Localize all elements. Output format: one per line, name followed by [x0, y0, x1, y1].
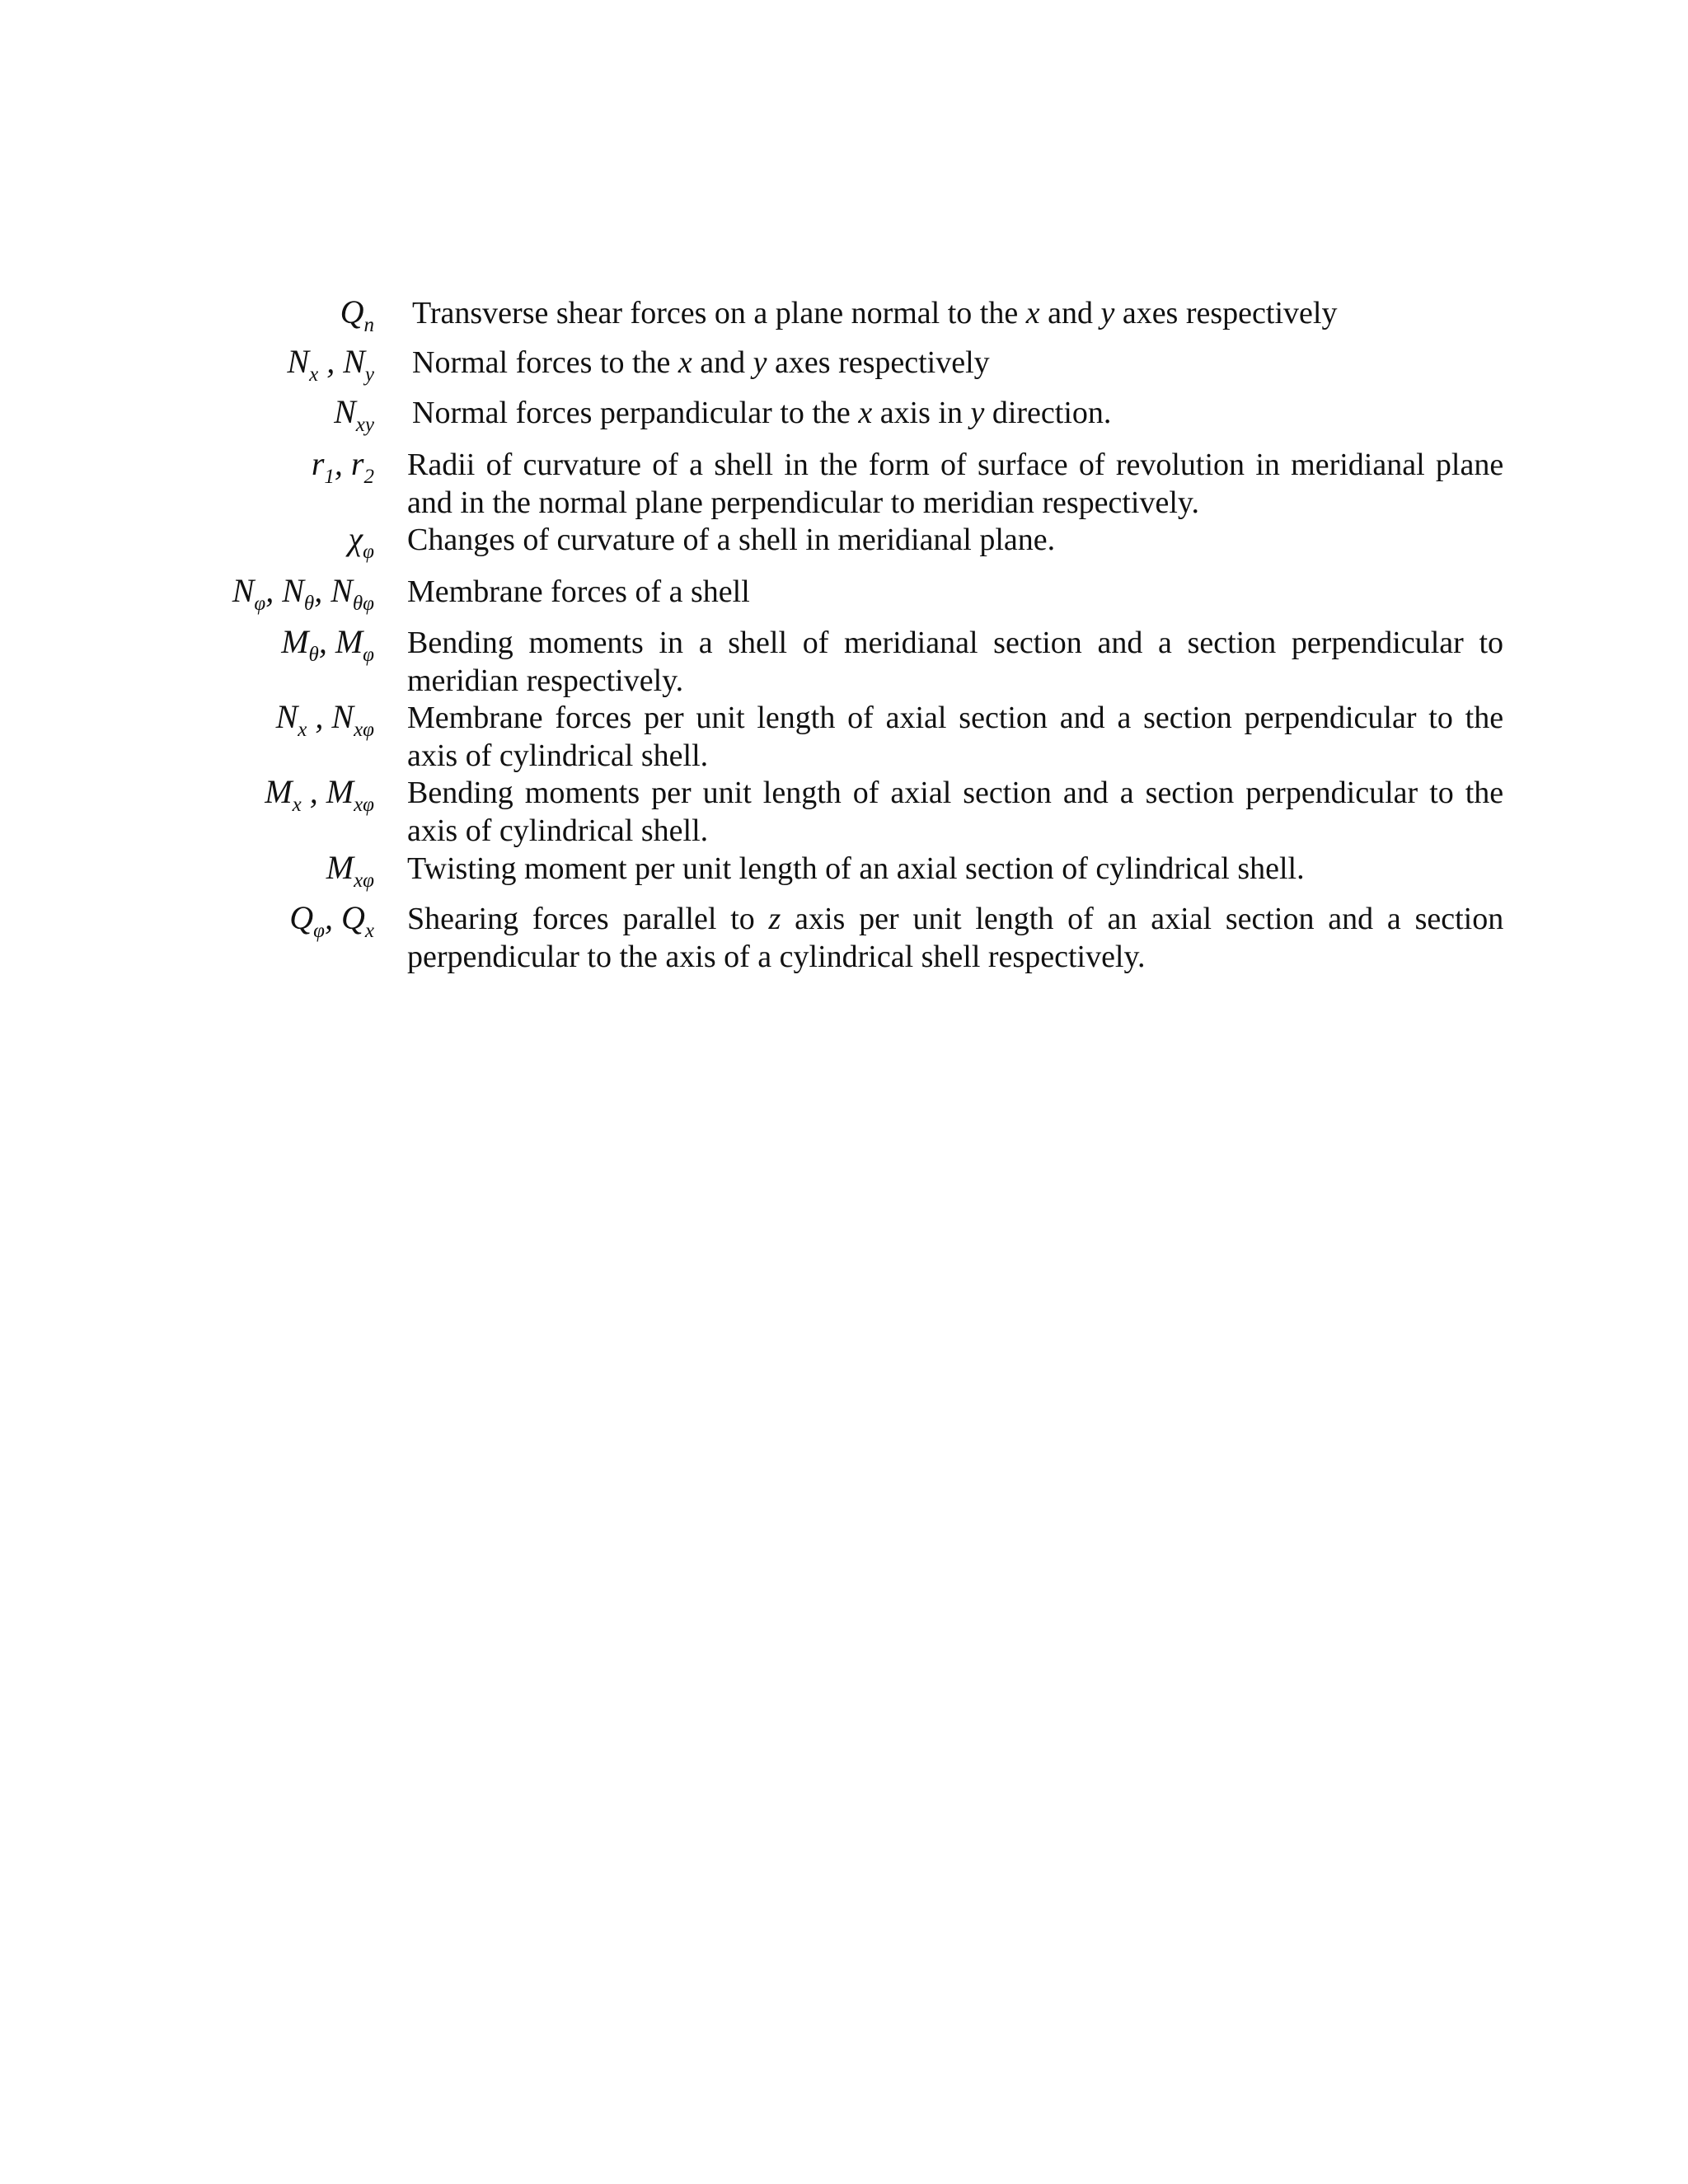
- symbol: $Q_n$: [340, 293, 374, 336]
- description: Shearing forces parallel to z axis per unit length of an axial section and a section perpendicular to the axis of a cylindrical shell respectively.: [407, 902, 1504, 974]
- description: Radii of curvature of a shell in the form of surface of revolution in meridianal plane and in the normal plane perpendicular to meridian respectively.: [407, 448, 1504, 520]
- description: Twisting moment per unit length of an axial section of cylindrical shell.: [407, 851, 1305, 886]
- symbol: $M_{x\varphi}$: [326, 849, 374, 892]
- math-variable: y: [753, 345, 767, 380]
- math-variable: x: [678, 345, 692, 380]
- description: Bending moments per unit length of axial section and a section perpendicular to the axis of cylindrical shell.: [407, 776, 1504, 848]
- symbol: $N_x$ , $N_y$: [287, 343, 374, 386]
- symbol: $r_1$, $r_2$: [311, 445, 374, 488]
- math-variable: z: [768, 902, 781, 936]
- math-variable: y: [1100, 296, 1115, 330]
- description: Normal forces to the x and y axes respectively: [412, 345, 990, 380]
- symbol: $M_\theta$, $M_\varphi$: [281, 623, 374, 666]
- symbol: $Q_\varphi$, $Q_x$: [289, 899, 374, 942]
- description: Normal forces perpandicular to the x axis in y direction.: [412, 396, 1112, 430]
- symbol: $N_x$ , $N_{x\varphi}$: [275, 698, 374, 741]
- math-variable: y: [970, 396, 985, 430]
- symbol: $N_\varphi$, $N_\theta$, $N_{\theta\varphi}$: [232, 572, 374, 615]
- description: Membrane forces of a shell: [407, 574, 750, 609]
- symbol: $M_x$ , $M_{x\varphi}$: [265, 773, 374, 816]
- symbol: $N_{xy}$: [334, 393, 374, 436]
- description: Transverse shear forces on a plane normal to the x and y axes respectively: [412, 296, 1338, 330]
- description: Membrane forces per unit length of axial section and a section perpendicular to the axis of cylindrical shell.: [407, 701, 1504, 773]
- symbol: $\chi_\varphi$: [348, 520, 374, 563]
- description: Changes of curvature of a shell in meridianal plane.: [407, 523, 1056, 557]
- math-variable: x: [1025, 296, 1040, 330]
- math-variable: x: [858, 396, 873, 430]
- description: Bending moments in a shell of meridianal section and a section perpendicular to meridian respectively.: [407, 626, 1504, 698]
